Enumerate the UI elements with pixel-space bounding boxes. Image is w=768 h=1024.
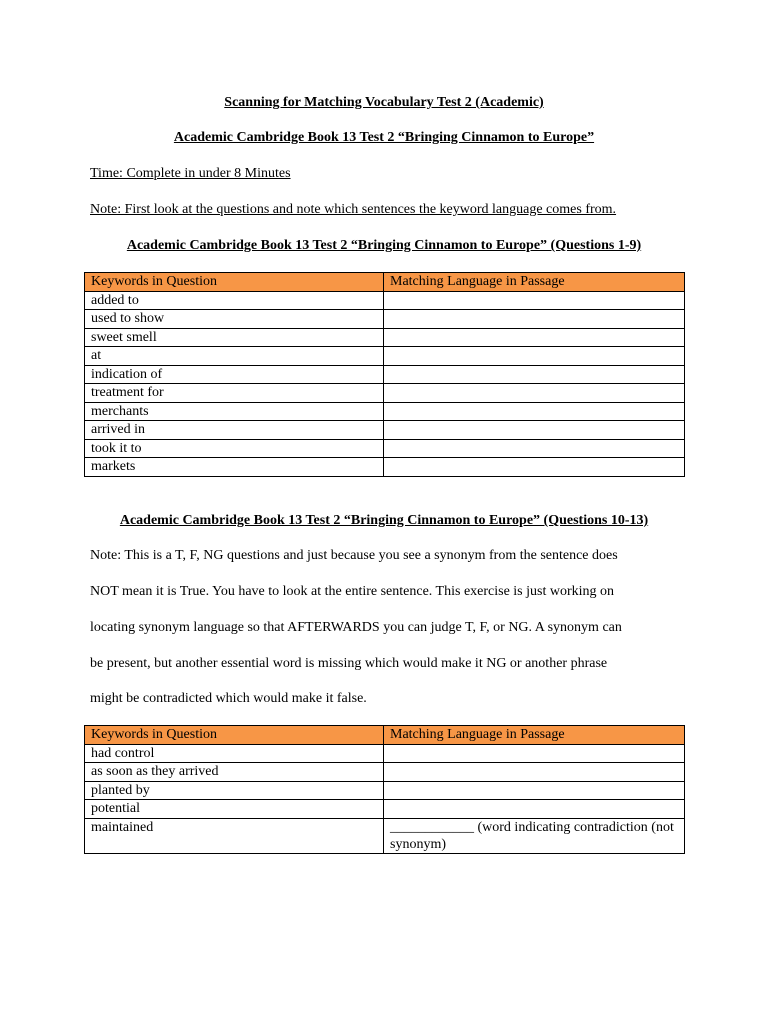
- keyword-cell: treatment for: [85, 384, 384, 403]
- keywords-table-2: [84, 725, 685, 854]
- answer-cell[interactable]: ____________ (word indicating contradiction (not synonym): [384, 818, 685, 853]
- table-row: [85, 818, 685, 853]
- keyword-cell: added to: [85, 291, 384, 310]
- table-row: [85, 347, 685, 366]
- note-line: locating synonym language so that AFTERWARDS you can judge T, F, or NG. A synonym can: [90, 620, 622, 635]
- answer-cell[interactable]: [384, 328, 685, 347]
- keyword-cell: took it to: [85, 439, 384, 458]
- document-subtitle: Academic Cambridge Book 13 Test 2 “Bringing Cinnamon to Europe”: [173, 130, 595, 145]
- note-line: be present, but another essential word is missing which would make it NG or another phrase: [90, 656, 608, 671]
- answer-cell[interactable]: [384, 744, 685, 763]
- table-row: [85, 291, 685, 310]
- answer-cell[interactable]: [384, 347, 685, 366]
- keywords-table-1: [84, 272, 685, 477]
- answer-cell[interactable]: [384, 291, 685, 310]
- table-row: [85, 458, 685, 477]
- answer-cell[interactable]: [384, 458, 685, 477]
- keyword-cell: indication of: [85, 365, 384, 384]
- keyword-cell: planted by: [85, 781, 384, 800]
- answer-cell[interactable]: [384, 781, 685, 800]
- keyword-cell: had control: [85, 744, 384, 763]
- answer-cell[interactable]: [384, 763, 685, 782]
- keyword-cell: as soon as they arrived: [85, 763, 384, 782]
- note-line: Note: This is a T, F, NG questions and just because you see a synonym from the sentence does: [90, 548, 618, 563]
- answer-cell[interactable]: [384, 402, 685, 421]
- table-header-row: [85, 726, 685, 745]
- table-row: [85, 744, 685, 763]
- section2-heading: Academic Cambridge Book 13 Test 2 “Bringing Cinnamon to Europe” (Questions 10-13): [119, 513, 649, 528]
- table-row: [85, 402, 685, 421]
- table-row: [85, 328, 685, 347]
- answer-cell[interactable]: [384, 365, 685, 384]
- answer-cell[interactable]: [384, 800, 685, 819]
- table-row: [85, 781, 685, 800]
- table-row: [85, 421, 685, 440]
- keyword-cell: markets: [85, 458, 384, 477]
- answer-cell[interactable]: [384, 421, 685, 440]
- header-keywords: Keywords in Question: [85, 726, 384, 745]
- header-matching: Matching Language in Passage: [384, 726, 685, 745]
- note-line: NOT mean it is True. You have to look at the entire sentence. This exercise is just working on: [90, 584, 615, 599]
- table-row: [85, 439, 685, 458]
- first-note: Note: First look at the questions and note which sentences the keyword language comes from.: [90, 202, 617, 217]
- table-header-row: [85, 273, 685, 292]
- table-row: [85, 310, 685, 329]
- table-row: [85, 384, 685, 403]
- answer-cell[interactable]: [384, 439, 685, 458]
- table-row: [85, 763, 685, 782]
- table-row: [85, 365, 685, 384]
- table-row: [85, 800, 685, 819]
- answer-cell[interactable]: [384, 310, 685, 329]
- keyword-cell: merchants: [85, 402, 384, 421]
- keyword-cell: at: [85, 347, 384, 366]
- keyword-cell: arrived in: [85, 421, 384, 440]
- keyword-cell: maintained: [85, 818, 384, 853]
- header-keywords: Keywords in Question: [85, 273, 384, 292]
- keyword-cell: potential: [85, 800, 384, 819]
- note-line: might be contradicted which would make it false.: [90, 691, 367, 706]
- answer-cell[interactable]: [384, 384, 685, 403]
- keyword-cell: sweet smell: [85, 328, 384, 347]
- section1-heading: Academic Cambridge Book 13 Test 2 “Bringing Cinnamon to Europe” (Questions 1-9): [126, 238, 642, 253]
- time-note: Time: Complete in under 8 Minutes: [90, 166, 291, 181]
- keyword-cell: used to show: [85, 310, 384, 329]
- document-title: Scanning for Matching Vocabulary Test 2 (Academic): [224, 95, 544, 110]
- header-matching: Matching Language in Passage: [384, 273, 685, 292]
